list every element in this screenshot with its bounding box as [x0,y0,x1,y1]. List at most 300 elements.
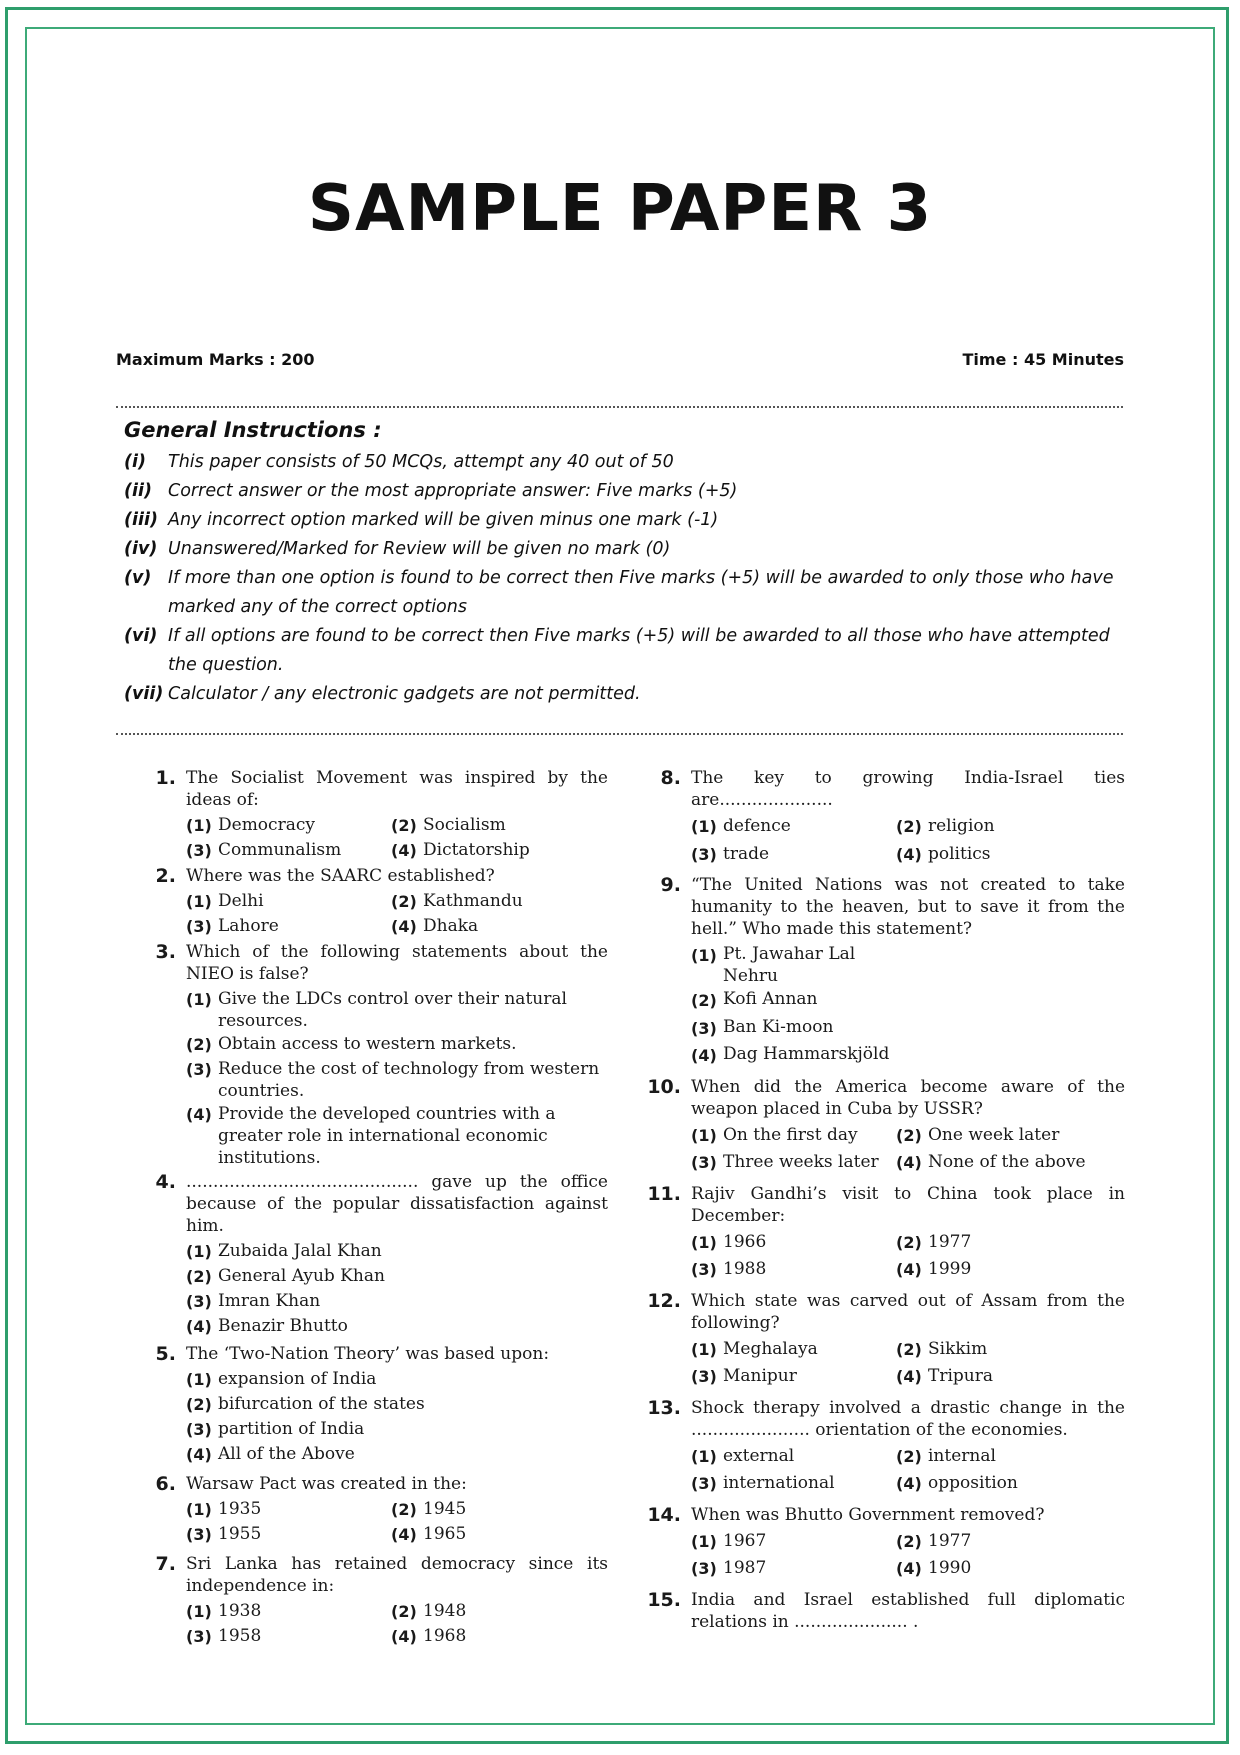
question-6 [144,1473,608,1547]
option-text: Dag Hammarskjöld [723,1044,890,1064]
option-text: Socialism [423,815,506,835]
question-stem [144,767,608,811]
option-text: Dictatorship [423,840,530,860]
option-row [186,1102,608,1169]
option-label: (1) [186,892,212,911]
option-label: (4) [896,1260,922,1279]
option-3[interactable] [691,1256,896,1284]
option-label: (1) [186,1500,212,1519]
option-row [691,1229,1125,1257]
instruction-item [124,477,1124,506]
option-4[interactable] [896,1555,1101,1583]
question-number: 10. [647,1075,681,1098]
question-text: “The United Nations was not created to take humanity to the heaven, but to save it from the hell.” Who made this statement? [691,875,1125,939]
option-text: Three weeks later [723,1152,879,1172]
question-number: 13. [647,1396,681,1419]
option-row [691,813,1125,841]
option-3[interactable] [691,1470,896,1498]
option-3[interactable] [691,841,896,869]
option-row [691,1149,1125,1177]
option-label: (2) [896,1125,922,1145]
instruction-number: (ii) [124,481,152,501]
option-row [186,838,608,863]
option-2[interactable] [896,1528,1101,1556]
option-text: 1977 [928,1530,972,1551]
option-text: Reduce the cost of technology from western countries. [218,1059,600,1101]
option-text: Lahore [218,916,279,936]
option-1[interactable] [691,1336,896,1364]
question-2 [144,865,608,939]
option-text: 1965 [423,1524,467,1544]
option-1[interactable] [691,942,896,987]
option-text: 1966 [723,1231,767,1252]
option-label: (2) [186,1395,212,1414]
instruction-text: Correct answer or the most appropriate answer: Five marks (+5) [168,481,738,501]
option-label: (3) [186,1420,212,1439]
option-4[interactable] [391,914,596,939]
option-text: 1938 [218,1601,262,1621]
option-4[interactable] [186,1102,608,1169]
option-label: (4) [391,917,417,936]
option-text: Democracy [218,815,315,835]
question-stem [144,1473,608,1495]
question-stem [144,1171,608,1237]
option-4[interactable] [186,1442,355,1467]
options [186,1599,608,1649]
instruction-number: (vii) [124,684,164,704]
question-9 [645,874,1125,1070]
option-label: (1) [186,816,212,835]
option-row [691,1256,1125,1284]
question-stem [645,1183,1125,1227]
option-text: Delhi [218,891,264,911]
question-7 [144,1553,608,1649]
question-text: Shock therapy involved a drastic change in the ...................... orientation of the economies. [691,1397,1125,1440]
question-15 [645,1589,1125,1633]
option-label: (3) [691,844,717,864]
option-row [186,1522,608,1547]
option-4[interactable] [896,841,1101,869]
option-2[interactable] [186,1032,517,1057]
option-row [691,1470,1125,1498]
question-number: 7. [155,1553,176,1575]
option-row [691,942,1125,987]
option-row [691,1528,1125,1556]
option-1[interactable] [186,1599,391,1624]
option-text: Pt. Jawahar Lal Nehru [723,944,856,986]
option-text: internal [928,1445,996,1466]
option-label: (3) [691,1260,717,1279]
options [691,942,1125,1070]
option-label: (2) [896,1232,922,1252]
option-label: (3) [691,1474,717,1493]
question-stem [645,1504,1125,1526]
option-text: Imran Khan [218,1291,321,1311]
options [691,1122,1125,1177]
option-text: Kathmandu [423,891,523,911]
instruction-number: (iii) [124,510,158,530]
question-text: Which of the following statements about the NIEO is false? [186,942,608,984]
options [691,813,1125,868]
option-row [691,1122,1125,1150]
option-label: (1) [691,817,717,836]
option-2[interactable] [391,813,596,838]
option-text: international [723,1473,835,1493]
instruction-text: Any incorrect option marked will be given minus one mark (-1) [168,510,719,530]
option-3[interactable] [186,1289,320,1314]
instruction-number: (i) [124,452,146,472]
option-text: Manipur [723,1366,797,1386]
max-marks: Maximum Marks : 200 [116,350,315,369]
option-label: (4) [186,1317,212,1336]
option-row [691,1042,1125,1070]
general-instructions [124,418,1124,709]
option-label: (1) [691,1232,717,1252]
question-number: 9. [660,874,681,896]
question-stem [645,1290,1125,1334]
question-text: Rajiv Gandhi’s visit to China took place in December: [691,1183,1125,1226]
option-3[interactable] [691,1149,896,1177]
question-text: Where was the SAARC established? [186,866,495,886]
option-row [186,1624,608,1649]
option-label: (4) [896,1367,922,1386]
question-number: 1. [155,767,176,789]
option-text: Communalism [218,840,342,860]
option-text: 1948 [423,1601,467,1621]
question-number: 2. [155,865,176,887]
time-limit: Time : 45 Minutes [962,350,1124,369]
option-row [691,841,1125,869]
option-4[interactable] [691,1042,896,1070]
option-row [186,1289,608,1314]
instruction-item [124,564,1124,622]
question-10 [645,1076,1125,1177]
option-row [186,1239,608,1264]
option-4[interactable] [896,1256,1101,1284]
option-label: (2) [391,1500,417,1519]
options [691,1229,1125,1284]
option-label: (1) [691,1446,717,1466]
option-row [186,987,608,1032]
instruction-item [124,448,1124,477]
option-2[interactable] [691,987,896,1015]
question-4 [144,1171,608,1339]
option-3[interactable] [691,1363,896,1391]
option-row [691,1363,1125,1391]
option-label: (2) [186,1267,212,1286]
option-text: On the first day [723,1124,858,1145]
instruction-text: This paper consists of 50 MCQs, attempt any 40 out of 50 [168,452,674,472]
option-2[interactable] [896,1443,1101,1471]
question-text: When did the America become aware of the weapon placed in Cuba by USSR? [691,1076,1125,1119]
option-1[interactable] [186,1239,382,1264]
option-row [186,1264,608,1289]
option-2[interactable] [391,1497,596,1522]
option-label: (1) [691,1125,717,1145]
options [691,1443,1125,1498]
option-row [691,987,1125,1015]
option-label: (1) [186,1370,212,1389]
question-13 [645,1397,1125,1498]
option-text: external [723,1445,795,1466]
instruction-item [124,680,1124,709]
option-text: 1987 [723,1558,767,1578]
questions-left-column [144,767,608,1649]
options [186,1497,608,1547]
question-number: 8. [660,767,681,789]
option-row [186,1314,608,1339]
options [186,987,608,1169]
option-text: Meghalaya [723,1338,818,1359]
option-4[interactable] [391,838,596,863]
option-text: 1999 [928,1259,972,1279]
options [691,1336,1125,1391]
option-1[interactable] [186,1367,376,1392]
option-label: (3) [186,841,212,860]
question-text: Warsaw Pact was created in the: [186,1474,467,1494]
option-label: (3) [691,1018,717,1038]
option-text: defence [723,816,791,836]
option-1[interactable] [186,987,608,1032]
option-2[interactable] [896,1229,1101,1257]
option-row [186,1417,608,1442]
option-2[interactable] [186,1264,385,1289]
options [186,1367,608,1467]
option-3[interactable] [691,1015,896,1043]
option-label: (4) [186,1105,212,1124]
option-row [186,1367,608,1392]
option-3[interactable] [186,1522,391,1547]
question-text: The key to growing India-Israel ties are..................... [691,768,1125,810]
option-row [186,1057,608,1102]
option-label: (1) [186,1242,212,1261]
question-number: 4. [155,1171,176,1193]
option-text: trade [723,843,770,864]
option-4[interactable] [391,1624,596,1649]
option-label: (3) [186,1525,212,1544]
option-label: (4) [391,1627,417,1646]
option-text: politics [928,843,991,864]
option-3[interactable] [691,1555,896,1583]
option-row [691,1336,1125,1364]
option-text: 1945 [423,1499,467,1519]
instruction-text: Unanswered/Marked for Review will be given no mark (0) [168,539,671,559]
option-row [186,1497,608,1522]
option-text: 1958 [218,1626,262,1646]
option-3[interactable] [186,1057,608,1102]
option-label: (2) [391,892,417,911]
option-text: partition of India [218,1419,365,1439]
instruction-item [124,535,1124,564]
option-text: 1967 [723,1530,767,1551]
question-number: 6. [155,1473,176,1495]
question-5 [144,1343,608,1467]
option-label: (2) [691,991,717,1010]
question-number: 3. [155,941,176,963]
instructions-heading: General Instructions : [124,418,382,442]
option-label: (2) [391,1602,417,1621]
option-text: expansion of India [218,1369,377,1389]
option-label: (3) [186,1060,212,1079]
option-4[interactable] [896,1363,1101,1391]
option-text: 1955 [218,1524,262,1544]
option-label: (4) [896,1153,922,1172]
instruction-number: (vi) [124,626,158,646]
option-text: religion [928,816,995,836]
option-4[interactable] [391,1522,596,1547]
option-text: opposition [928,1473,1018,1493]
question-stem [645,874,1125,940]
option-1[interactable] [691,1443,896,1471]
option-2[interactable] [391,889,596,914]
option-4[interactable] [186,1314,348,1339]
option-1[interactable] [691,1528,896,1556]
option-text: Give the LDCs control over their natural resources. [218,989,567,1031]
option-2[interactable] [896,813,1101,841]
option-text: General Ayub Khan [218,1266,385,1286]
question-8 [645,767,1125,868]
question-text: When was Bhutto Government removed? [691,1504,1045,1525]
question-number: 11. [647,1182,681,1205]
question-stem [645,1076,1125,1120]
option-label: (3) [186,1627,212,1646]
option-1[interactable] [691,1122,896,1150]
option-3[interactable] [186,838,391,863]
option-row [186,889,608,914]
option-text: Obtain access to western markets. [218,1034,517,1054]
option-label: (1) [186,1602,212,1621]
option-text: Sikkim [928,1338,988,1359]
option-label: (1) [691,1339,717,1359]
option-label: (3) [691,1153,717,1172]
question-number: 5. [155,1343,176,1365]
option-text: 1968 [423,1626,467,1646]
options [691,1528,1125,1583]
question-stem [144,1343,608,1365]
option-text: Ban Ki-moon [723,1016,834,1037]
option-1[interactable] [691,1229,896,1257]
option-label: (4) [691,1046,717,1065]
instruction-number: (v) [124,568,152,588]
option-label: (2) [896,817,922,836]
question-number: 12. [647,1289,681,1312]
question-text: Which state was carved out of Assam from the following? [691,1290,1125,1333]
option-3[interactable] [186,1624,391,1649]
option-text: Kofi Annan [723,989,818,1009]
option-1[interactable] [691,813,896,841]
option-label: (1) [691,1531,717,1551]
option-label: (1) [186,990,212,1009]
option-label: (4) [391,841,417,860]
option-label: (4) [896,844,922,864]
option-label: (3) [691,1367,717,1386]
instruction-number: (iv) [124,539,158,559]
option-label: (3) [186,1292,212,1311]
option-text: Zubaida Jalal Khan [218,1241,382,1261]
option-label: (4) [896,1559,922,1578]
question-text: The ‘Two-Nation Theory’ was based upon: [186,1344,550,1364]
divider-bottom [116,733,1123,735]
option-4[interactable] [896,1470,1101,1498]
option-text: Dhaka [423,916,479,936]
option-label: (2) [186,1035,212,1054]
question-text: ........................................... gave up the office because of the popular dissatisfaction against him. [186,1172,608,1236]
option-row [186,914,608,939]
question-stem [144,865,608,887]
option-label: (3) [186,917,212,936]
instruction-text: If all options are found to be correct then Five marks (+5) will be awarded to all those who have attempted the question. [168,626,1110,675]
option-text: Benazir Bhutto [218,1316,348,1336]
option-3[interactable] [186,914,391,939]
question-14 [645,1504,1125,1583]
option-row [186,1599,608,1624]
question-number: 15. [647,1588,681,1611]
option-2[interactable] [896,1336,1101,1364]
question-stem [144,1553,608,1597]
instruction-item [124,506,1124,535]
option-2[interactable] [391,1599,596,1624]
option-row [186,1442,608,1467]
option-text: 1977 [928,1231,972,1252]
option-text: None of the above [928,1152,1086,1172]
option-1[interactable] [186,1497,391,1522]
question-text: Sri Lanka has retained democracy since its independence in: [186,1554,608,1596]
option-text: 1988 [723,1259,767,1279]
option-2[interactable] [896,1122,1101,1150]
option-text: bifurcation of the states [218,1394,425,1414]
question-number: 14. [647,1503,681,1526]
question-12 [645,1290,1125,1391]
options [186,813,608,863]
options [186,889,608,939]
question-11 [645,1183,1125,1284]
instruction-item [124,622,1124,680]
option-label: (2) [391,816,417,835]
page-title: SAMPLE PAPER 3 [307,172,933,246]
option-row [691,1443,1125,1471]
option-label: (2) [896,1339,922,1359]
option-label: (1) [691,946,717,965]
option-4[interactable] [896,1149,1101,1177]
option-text: Tripura [928,1366,993,1386]
option-row [186,813,608,838]
option-label: (4) [391,1525,417,1544]
option-label: (4) [896,1474,922,1493]
option-2[interactable] [186,1392,425,1417]
instruction-text: Calculator / any electronic gadgets are not permitted. [168,684,641,704]
option-text: One week later [928,1124,1060,1145]
question-stem [645,767,1125,811]
question-text: The Socialist Movement was inspired by the ideas of: [186,768,608,810]
instruction-text: If more than one option is found to be correct then Five marks (+5) will be awarded to only those who have marked any of the correct options [168,568,1114,617]
option-1[interactable] [186,813,391,838]
option-text: Provide the developed countries with a greater role in international economic institutions. [218,1104,556,1168]
option-1[interactable] [186,889,391,914]
questions-right-column [645,767,1125,1635]
option-text: 1990 [928,1558,972,1578]
option-3[interactable] [186,1417,364,1442]
question-3 [144,941,608,1169]
option-label: (3) [691,1559,717,1578]
option-row [691,1555,1125,1583]
option-row [186,1032,608,1057]
option-label: (2) [896,1446,922,1466]
question-text: India and Israel established full diplomatic relations in ..................... . [691,1589,1125,1632]
option-row [186,1392,608,1417]
question-1 [144,767,608,863]
question-stem [645,1397,1125,1441]
option-row [691,1015,1125,1043]
